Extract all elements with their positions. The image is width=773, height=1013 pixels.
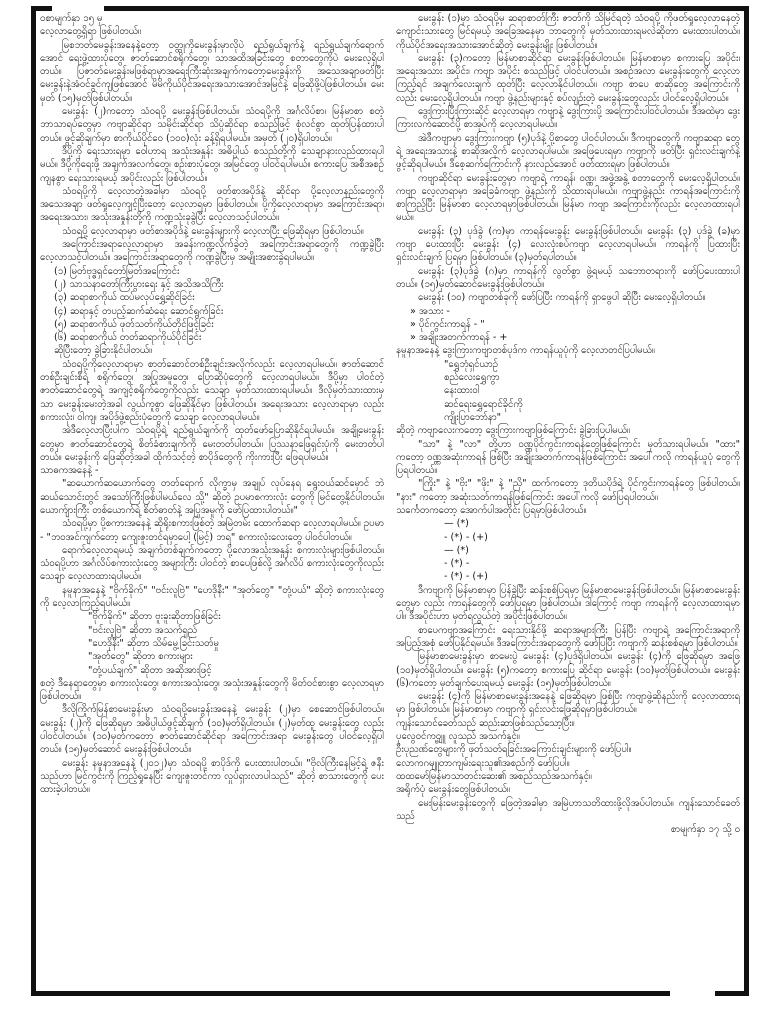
paragraph: စည်လေးရွှေကွာ xyxy=(444,372,500,384)
paragraph: မြန်မာစာမေးခွန်းမှာ စာမေးပွဲ မေးခွန်း (၄)ပုဒ်ရှိပါတယ်။ မေးခွန်း (၄)ကို ဖြေဆိုရမှာ အဖြေ (၁၀)မှတ်ရှိပါတယ်။ မေးခွန်း (၅)ကတော့ စကားပြေ ဆိုင်ရာ မေးခွန်း (၁၀)မှတ်ဖြစ်ပါတယ်။ မေးခွန်း (၆)ကတော့ မှတ်ချက်ပေးရမယ့် မေးခွန်း (၁၅)မှတ်ဖြစ်ပါတယ်။ xyxy=(396,651,740,689)
paragraph: "သာ" နဲ့ "လာ" တို့ဟာ ဝဏ္ဏပိုင်ကွင်းကာရန်တွေဖြစ်ကြောင်း မှတ်သားရပါမယ်။ "ထား" ကတော့ ဝဏ္ဏအဆုံးကာရန် ဖြစ်ပြီး အချိုးအတက်ကာရန်ဖြစ်ကြောင်း အပေါ်ကလို ကာရန်ယူပုံ တွေကို ပြရပါတယ်။ xyxy=(396,438,740,477)
paragraph: မေးခွန်း (၃) ပုဒ်ခွဲ (က)မှာ ကာရန်မေးခွန်း မေးခွန်းဖြစ်ပါတယ်။ မေးခွန်း (၃) ပုဒ်ခွဲ (ခ)မှာ ကဗျာ ပေးထားပြီး မေးခွန်း (၄) လေးလုံးစပ်ကဗျာ လေ့လာရပါမယ်။ ကာရန်ကို ပြထားပြီး ရှင်းလင်းချက် ပြရမှာ ဖြစ်ပါတယ်။ (၃)မှတ်ရပါတယ်။ xyxy=(396,225,740,264)
paragraph: "ဆယောက်ဆယောက်တွေ တတ်ရောက် လိုက္ခာမှ အချုပ် လုပ်နေရ ရွေးဝယ်ဆင်မှောင် ဘဲ ဆယ်သောင်းတွင် အသော်ကြီးဖြစ်ပါမယ်လေ သို့" ဆိုတဲ့ ဥပမာစကားလုံး တွေကို မြင်တွေ့နိုင်ပါတယ်။ ယောက်ျားကြီး တစ်ယောက်ရဲ့ စိတ်ဓာတ်နဲ့ အပြုအမူကို ဖော်ပြထားပါတယ်။" xyxy=(40,478,384,516)
paragraph: - (*) - xyxy=(444,558,470,570)
paragraph: ကျိုးပြာဘော်နာ" xyxy=(444,411,502,423)
paragraph: စာပေကဗျာအကြောင်း ရေးသားနိုင်ဖို့ ဆရာအများကြီး ပြန်ပြီး ကဗျာရဲ့ အကြောင်းအရာကို အပြည့်အစုံ ဖော်ပြနိုင်ရမယ်။ ဒီအကြောင်းအရာတွေကို ဖော်ပြပြီး ကဗျာကို ဆန်းစစ်ရမှာ ဖြစ်ပါတယ်။ xyxy=(396,624,740,649)
paragraph: သံဝရပို့ကို လေ့လာတဲ့အခါမှာ သံဝရပို့ ဖတ်စာအပိုဒ်နဲ့ ဆိုင်ရာ ပို့လေ့လာနည်းတွေကို အသေအချာ ဖတ်ရှုလေ့ကျင့်ပြီးတော့ လေ့လာရမှာ ဖြစ်ပါတယ်။ ပို့ကိုလေ့လာရာမှာ အကြောင်းအရာ၊ အရေးအသား၊ အသုံးအနှုန်းတို့ကို ကဏ္ဍသုံးခုခွဲပြီး လေ့လာသင့်ပါတယ်။ xyxy=(40,185,384,224)
paragraph: ကဗျာဆိုင်ရာ မေးခွန်းတွေမှာ ကဗျာရဲ့ ကာရန်၊ ဝဏ္ဏ၊ အဖွဲ့အနွဲ့ စတာတွေကို မေးလေ့ရှိပါတယ်။ ကဗျာ လေ့လာရာမှာ အခြေခံကဗျာ ဖွဲ့နည်းကို သိထားရပါမယ်။ ကဗျာဖွဲ့နည်း ကာရန်အကြောင်းကို စာကြည့်ပြီး မြန်မာစာ လေ့လာရမှာဖြစ်ပါတယ်။ မြန်မာ ကဗျာ အကြောင်းကိုလည်း လေ့လာထားရပါမယ်။ xyxy=(396,172,740,224)
article-body xyxy=(40,12,740,987)
paragraph: ဆင်ရေးရွှေရောင်ခိုင်ကို xyxy=(444,398,523,410)
paragraph: (၄) ဆရာနှင့် တပည့်ဆက်ဆံရေး ဆောင်ရွက်ခြင်း xyxy=(54,305,224,317)
border-gap xyxy=(670,990,715,1000)
paragraph: သံဝရပို့ လေ့လာရာမှာ ဖတ်စာအပိုဒ်နဲ့ မေးခွန်းများကို လေ့လာပြီး ဖြေဆိုရမှာ ဖြစ်ပါတယ်။ xyxy=(62,225,364,237)
paragraph: ရောက်လေ့လာရမယ့် အချက်တစ်ချက်ကတော့ ပို့လောအသုံးအနှုန်း စကားလုံးများဖြစ်ပါတယ်။ သံဝရပို့ဟာ အင်္ဂလိပ်စကားလုံးတွေ အများကြီး ပါဝင်တဲ့ စာပေဖြစ်လို့ အင်္ဂလိပ် စကားလုံးတွေကိုလည်း သေချာ လေ့လာထားရပါမယ်။ xyxy=(40,544,384,583)
paragraph: ဒီကဗျာကို မြန်မာစာမှာ ပြန်ခွဲပြီး ဆန်းစစ်ပြရမှာ မြန်မာစာမေးခွန်းဖြစ်ပါတယ်။ မြန်မာစာမေးခွန်းတွေမှာ လည်း ကာရန်တွေကို ဖော်ပြရမှာ ဖြစ်ပါတယ်။ ဒါကြောင့် ကဗျာ ကာရန်ကို လေ့လာထားရမှာပါ။ ဒီအပိုင်းဟာ မှတ်ရလွယ်တဲ့ အပိုင်းဖြစ်ပါတယ်။ xyxy=(396,584,740,623)
paragraph: နမူနာအနေနဲ့ "ဗိုက်ခိုက်" "ဗင်းလူဗြဲ" "ဟေဒိုနီး" "အုတ်တွေ" "တုံ့ပယ်" ဆိုတဲ့ စကားလုံးတွေကို လေ့လာကြည့်ရပါမယ်။ xyxy=(40,584,384,610)
paragraph: - (*) - (+) xyxy=(444,571,488,583)
paragraph: ဒွေးကြားပြီးကြားဆိုင် လေ့လာရမှာ ကဗျာနဲ့ ဒွေးကြားပို့ အကြောင်းပါဝင်ပါတယ်။ ဒီအထဲမှာ ဒွေးကြားလက်ဆောင်ပို့ စာအုပ်ကို လေ့လာရပါမယ်။ xyxy=(396,106,740,131)
paragraph: (၃) ဆရာစာကိုယ် ထပ်မလုပ်ရွှေ့ဆိုင်ခြင်း xyxy=(54,292,195,304)
paragraph: » အသား - xyxy=(410,305,450,317)
paragraph: "တုံ့ပယ်ချက်" ဆိုတာ အဆိုအားဖြင့် xyxy=(88,664,212,676)
paragraph: မေးမြန်းမေးခွန်းတွေကို ဖြေတဲ့အခါမှာ အမြဲဟာသတိထားဖို့လိုအပ်ပါတယ်။ ကျန်းသောင်ခေတ်သည် xyxy=(396,797,740,822)
paragraph: သံဝရပို့ကိုလေ့လာရာမှာ စာတ်ဆောင်တစ်ဦးချင်းအလိုက်လည်း လေ့လာရပါမယ်။ ဇာတ်ဆောင်တစ်ဦးချင်းစီရဲ့ စရိုက်တွေ၊ အပြုအမူတွေ၊ ပြောဆိုပုံတွေကို လေ့လာရပါမယ်။ ဒီပို့မှာ ပါဝင်တဲ့ ဇာတ်ဆောင်တွေရဲ့ အကျင့်စရိုက်တွေကိုလည်း သေချာ မှတ်သားထားရပါမယ်။ ဒီလိုမှတ်သားထားမှသာ မေးခွန်းမေးတဲ့အခါ လွယ်ကူစွာ ဖြေဆိုနိုင်မှာ ဖြစ်ပါတယ်။ အရေးအသား လေ့လာရာမှာ လည်း စကားလုံး၊ ဝါကျ၊ အပိုဒ်ဖွဲ့စည်းပုံတွေကို သေချာ လေ့လာရပါမယ်။ xyxy=(40,358,384,423)
paragraph: လောကဂမျူတာကျမ်းရေးသူ၏အစည်ကို ဖော်ပြပါ။ xyxy=(396,757,570,769)
paragraph: » အချိုးအတက်ကာရန် - + xyxy=(410,332,508,344)
paragraph: စတဲ့ ဒီနေရာတွေမှာ စကားလုံးတွေ၊ စကားအသုံးတွေ၊ အသုံးအနှုန်းတွေကို မိတ်ဝင်စားစွာ လေ့လာရမှာဖြစ်ပါတယ်။ xyxy=(40,677,384,703)
paragraph: သံဝရပို့မှာ ပို့စကားအနေနဲ့ ဆိုရိုးစကားဖြစ်တဲ့ အမြဲတမ်း ထောက်ဆရာ လေ့လာရပါမယ်။ ဥပမာ - "ဘဝအင်ကျက်တော့ ကျေးဇူးတင်ရမှာပေါ့ (မြင့်) ဘရ" စကားလုံးလေးတွေ ပါဝင်ပါတယ်။ xyxy=(40,518,384,543)
right-column xyxy=(396,12,740,987)
paragraph: မေးခွန်း (၂)ကတော့ သံဝရပို့ မေးခွန်းဖြစ်ပါတယ်။ သံဝရပို့ကို အင်္ဂလိပ်စာ၊ မြန်မာစာ စတဲ့ ဘာသာရပ်တွေမှာ ကဗျာဆိုင်ရာ သမိုင်းဆိုင်ရာ သိပ္ပံဆိုင်ရာ စသည်ဖြင့် စုံလင်စွာ ထုတ်ပြန်ထားပါတယ်။ ဖွင့်ဆိုချက်မှာ စာကိုယ်ပိုင်ဝေ (၁၀၀)လုံး ခန့်ရှိရပါမယ်။ အမှတ် (၂၀)ရှိပါတယ်။ xyxy=(40,106,384,144)
paragraph: အဲဒီလေ့လာပြီးပါက သံဝရပို့ရဲ့ ရည်ရွယ်ချက်ကို ထုတ်ဖော်ပြောဆိုနိုင်ရပါမယ်။ အချို့မေးခွန်းတွေမှာ ဇာတ်ဆောင်တွေရဲ့ စိတ်ခံစားချက်ကို မေးတတ်ပါတယ်။ ပြဿနာဖြေရှင်းပုံကို မေးတတ်ပါတယ်။ မေးခွန်းကို ဖြေဆိုတဲ့အခါ ထိုက်သင့်တဲ့ စာပိုဒ်တွေကို ကိုးကားပြီး ဖြေရပါမယ်။ xyxy=(40,425,384,463)
paragraph: မေးခွန်း (၁၀) ကဗျာတစ်ခုကို ဖော်ပြပြီး ကာရန်ကို ရှာဖွေပါ ဆိုပြီး မေးလေ့ရှိပါတယ်။ xyxy=(418,292,706,304)
paragraph: — (*) xyxy=(444,544,469,556)
paragraph: (၅) ဆရာစာကိုယ် ဖုတ်သတ်ကိုယ်တိုင်ဖြင့်ခြင်း xyxy=(54,318,214,330)
paragraph: "ဟေဒိုနီး" ဆိုတာ သိမ်မွေ့ခြင်းသတ်မှု xyxy=(88,637,219,649)
paragraph: နမူနာအနေနဲ့ ဒွေးကြားကဗျာတစ်ပုဒ်က ကာရန်ယူပုံကို လေ့လာတင်ပြပါမယ်။ xyxy=(396,345,655,357)
paragraph: သင်္ကေတကတော့ အောက်ပါအတိုင်း ပြရမှာဖြစ်ပါတယ်။ xyxy=(396,504,587,516)
paragraph: မေးခွန်း (၁)မှာ သံဝရပို့မှ ဆရာစာတ်ကြီး ဇာတ်ကို သိမြင်ရတဲ့ သံဝရပို့ ကိုဖတ်ရှုလေ့လာနေတဲ့ ကျောင်းသားတွေ မြင်ရမယ့် အခြေအနေမှာ ဘာတွေကို မှတ်သားထားရမလဲဆိုတာ မေးထားပါတယ်။ ကိုယ်ပိုင်အရေးအသားအောင်ဆိုတဲ့ မေးခွန်းမျိုး ဖြစ်ပါတယ်။ xyxy=(396,13,740,51)
paragraph: ကျန်းသောင်ခေတ်သည် ဆည်းဆာဖြစ်သည်သော့ပြီး။ xyxy=(396,717,575,729)
paragraph: ဒီပို့ကို ရေးသားရမှာ ဝေါဟာရ အသုံးအနှုန်း အဓိပ္ပါယ် စသည်တို့ကို သေချာနားလည်ထားရပါမယ်။ ဒီပို့ကိုရေးဖို့ အချက်အလက်တွေ၊ စဉ်းစားပုံတွေ၊ အမြင်တွေ ပါဝင်ရပါမယ်။ စကားပြေ အစီအစဉ်ကျနစွာ ရေးသားရမယ့် အပိုင်းလည်း ဖြစ်ပါတယ်။ xyxy=(40,145,384,184)
paragraph: - (*) - (+) xyxy=(444,531,488,543)
paragraph: ထထမော်မြန်မာသာတင်းဆေး၏ အစည်သည်အသက်နှင့်။ xyxy=(396,770,592,782)
paragraph: သာဓကအနေနဲ့ - xyxy=(40,465,99,477)
paragraph: မြစဘတ်မေခွန်းအနေနဲ့တော့ ဝတ္ထုကိုမေးခွန်းမှာလိုပဲ ရည်ရွယ်ချက်နဲ့ ရည်ရွယ်ချက်ရောက်အောင် ရေးဖွဲ့ထားပုံတွေ၊ ဇာတ်ဆောင်စရိုက်တွေ၊ သာအထိအခြင်းတွေ စတာတွေကိုပဲ မေးလေ့ရှိပါတယ်။ ပြဇာတ်မေးခွန်းမဖြစ်ရာမှာအရေးကြီးဆုံးအချက်ကတော့မေးခွန်းကို အသေအချာဖတ်ပြီး မေးခွန်းနဲ့အံဝင်ခွင်ကျဖြစ်အောင် မိမိကိုယ်ပိုင်အရေးအသားအောင်အမြင်နဲ့ ဖြေဆိုဖို့ပဲဖြစ်ပါတယ်။ မေးမှတ် (၁၅)မှတ်ဖြစ်ပါတယ်။ xyxy=(40,39,384,104)
paragraph: အဲဒီကဗျာမှာ ဒွေးကြားကဗျာ (၅)ပုဒ်နဲ့ ပို့စာတွေ ပါဝင်ပါတယ်။ ဒီကဗျာတွေကို ကဗျာဆရာ တွေရဲ့ အရေးအသားနဲ့ စာဆိုအလိုက် လေ့လာရပါမယ်။ အဖြေပေးရမှာ ကဗျာကို ဖတ်ပြီး ရှင်းလင်းချက်နဲ့ ဖွင့်ဆိုရပါမယ်။ ဒီစေ့ဆက်ကြောင်းကို နားလည်အောင် ဖတ်ထားရမှာ ဖြစ်ပါတယ်။ xyxy=(396,132,740,171)
paragraph: အရိုက်ပုံ မေးခွန်းတွေဖြစ်ပါတယ်။ xyxy=(396,784,510,796)
paragraph: — (*) xyxy=(444,518,469,530)
paragraph: အကြောင်းအရာလေ့လာရာမှာ အခန်းကဏ္ဍလိုက်ခွဲတဲ့ အကြောင်းအရာတွေကို ကဏ္ဍခွဲပြီး လေ့လာသင့်ပါတယ်။ အကြောင်းအရာတွေကို ကဏ္ဍခွဲပြီးမှ အမျိုးအစားခွဲရပါမယ်။ xyxy=(40,239,384,264)
paragraph: "အုတ်တွေ" ဆိုတာ စကားများ xyxy=(88,651,193,663)
paragraph: ဆိုတဲ့ ကဗျာလေးကတော့ ဒွေးကြားကဗျာဖြစ်ကြောင်း ခွဲခြားပြပါမယ်။ xyxy=(396,425,630,437)
paragraph: နေးထားဝါ xyxy=(444,385,480,397)
paragraph: "ရွှေဘုံရှင်ယာဉ် xyxy=(444,358,498,370)
paragraph: လေ့လာတွေ့ရှိရာ ဖြစ်ပါတယ်။ xyxy=(40,26,141,38)
paragraph: မေးခွန်း (၄)ကို မြန်မာစာမေးခွန်းအနေနဲ့ ဖြေဆိုရမှာ ဖြစ်ပြီး ကဗျာဖွဲ့ဆိုနည်းကို လေ့လာထားရမှာ ဖြစ်ပါတယ်။ မြန်မာစာမှာ ကဗျာကို ရှင်းလင်းဖြေဆိုရမှာဖြစ်ပါတယ်။ xyxy=(396,691,740,716)
paragraph: "ဗိုက်ခိုက်" ဆိုတာ ဗူးခူးဆိုတာဖြစ်ခြင်း xyxy=(88,611,221,623)
paragraph: "ကြိုး" နဲ့ "ဗိုး" "ဖိုး" နဲ့ "ညှိ" ထက်ကတော့ ဒုတိယပိုဒ်ရဲ့ ပိုင်ကွင်းကာရန်တွေ ဖြစ်ပါတယ်။ "နား" ကတော့ အဆုံးသတ်ကာရန်ဖြစ်ကြောင်း အပေါ်ကလို ဖော်ပြရပါတယ်။ xyxy=(396,478,740,503)
paragraph: » ပိုင်ကွင်းကာရန် - " xyxy=(410,318,485,330)
paragraph: ဦးပုညဏ်တွေများကို ဖုတ်သတ်ရခြင်းအကြောင်းချင်းများကို ဖော်ပြပါ။ xyxy=(396,744,632,756)
paragraph: (၂) သာသနာတော်ကြီးပွားရေး နှင့် အသိအသိကြီး xyxy=(54,278,224,290)
continued-to: စာမျက်နှာ ၁၇ သို့ ၀ xyxy=(670,824,740,836)
paragraph: ဆိုပြီးတော့ ခွဲခြားနိုင်ပါတယ်။ xyxy=(54,345,153,357)
paragraph: မေးခွန်း နမူနာအနေနဲ့ (၂၀၁၂)မှာ သံဝရပို့ စာပိုဒ်ကို ပေးထားပါတယ်။ "ဗိုလ်ကြီးနေမြင့်ရဲ့ ဇနီးသည်ဟာ မြင်ကွင်းကို ကြည့်ရှုနေပြီး ကျေးဇူးတင်ကာ လှုပ်ရှားလာပါသည်" ဆိုတဲ့ စာသားတွေကို ပေးထားခဲ့ပါတယ်။ xyxy=(40,757,384,796)
paragraph: မေးခွန်း (၃)ကတော့ မြန်မာစာဆိုင်ရာ မေးခွန်းဖြစ်ပါတယ်။ မြန်မာစာမှာ စကားပြေ အပိုင်း၊ အရေးအသား အပိုင်း၊ ကဗျာ အပိုင်း စသည်ဖြင့် ပါဝင်ပါတယ်။ အစဉ်အလာ မေးခွန်းတွေကို လေ့လာကြည့်ရင် အချက်လေးချက် ထုတ်ပြီး လေ့လာနိုင်ပါတယ်။ ကဗျာ စာပေ စာဆိုတွေ အကြောင်းကိုလည်း မေးလေ့ရှိပါတယ်။ ကဗျာ ဖွဲ့နည်းများနှင့် စပ်လျဉ်းတဲ့ မေးခွန်းတွေလည်း ပါဝင်လေ့ရှိပါတယ်။ xyxy=(396,52,740,104)
paragraph: (၁) မြတ်ဗုဒ္ဓရှင်တော်မြတ်အကြောင်း xyxy=(54,265,180,277)
paragraph: "ဗင်းလူဗြဲ" ဆိုတာ အသက်ရှည် xyxy=(88,624,198,636)
paragraph: ပုလွေဝင်ကဝ္ဗျူ လူသည် အသက်နှင့်။ xyxy=(396,731,520,743)
paragraph: ဒီလိုကြိုက်မြန်စာမေးခွန်းမှာ သံဝရပို့မေးခွန်းအနေနဲ့ မေးခွန်း (၂)မှာ စေဆောင်ဖြစ်ပါတယ်။ မေးခွန်း (၂)ကို ဖြေဆိုရမှာ အဓိပ္ပါယ်ဖွင့်ဆိုချက် (၁၀)မှတ်ရှိပါတယ်။ (၂)မှတ်ထူ မေးခွန်းတွေ လည်း ပါဝင်ပါတယ်။ (၁၀)မှတ်ကတော့ ဇာတ်ဆောင်ဆိုင်ရာ အကြောင်းအရာ မေးခွန်းတွေ ပါဝင်လေ့ရှိပါတယ်။ (၁၅)မှတ်ဆောင် မေးခွန်းဖြစ်ပါတယ်။ xyxy=(40,704,384,756)
paragraph: (၆) ဆရာစာကိုယ် တတ်ဆရာကိုယ်ပိုင်ခြင်း xyxy=(54,332,202,344)
paragraph: မေးခွန်း (၃)ပုဒ်ခွဲ (ဂ)မှာ ကာရန်ကို လွတ်စွာ ဖွဲ့ရမယ့် သဘောတရားကို ဖော်ပြပေးထားပါတယ်။ (၁၅)မှတ်ဆောင်မေးခွန်းဖြစ်ပါတယ်။ xyxy=(396,265,740,290)
left-column xyxy=(40,12,384,987)
continued-from: ဝစာမျက်နှာ ၁၅ မှ xyxy=(40,13,103,24)
